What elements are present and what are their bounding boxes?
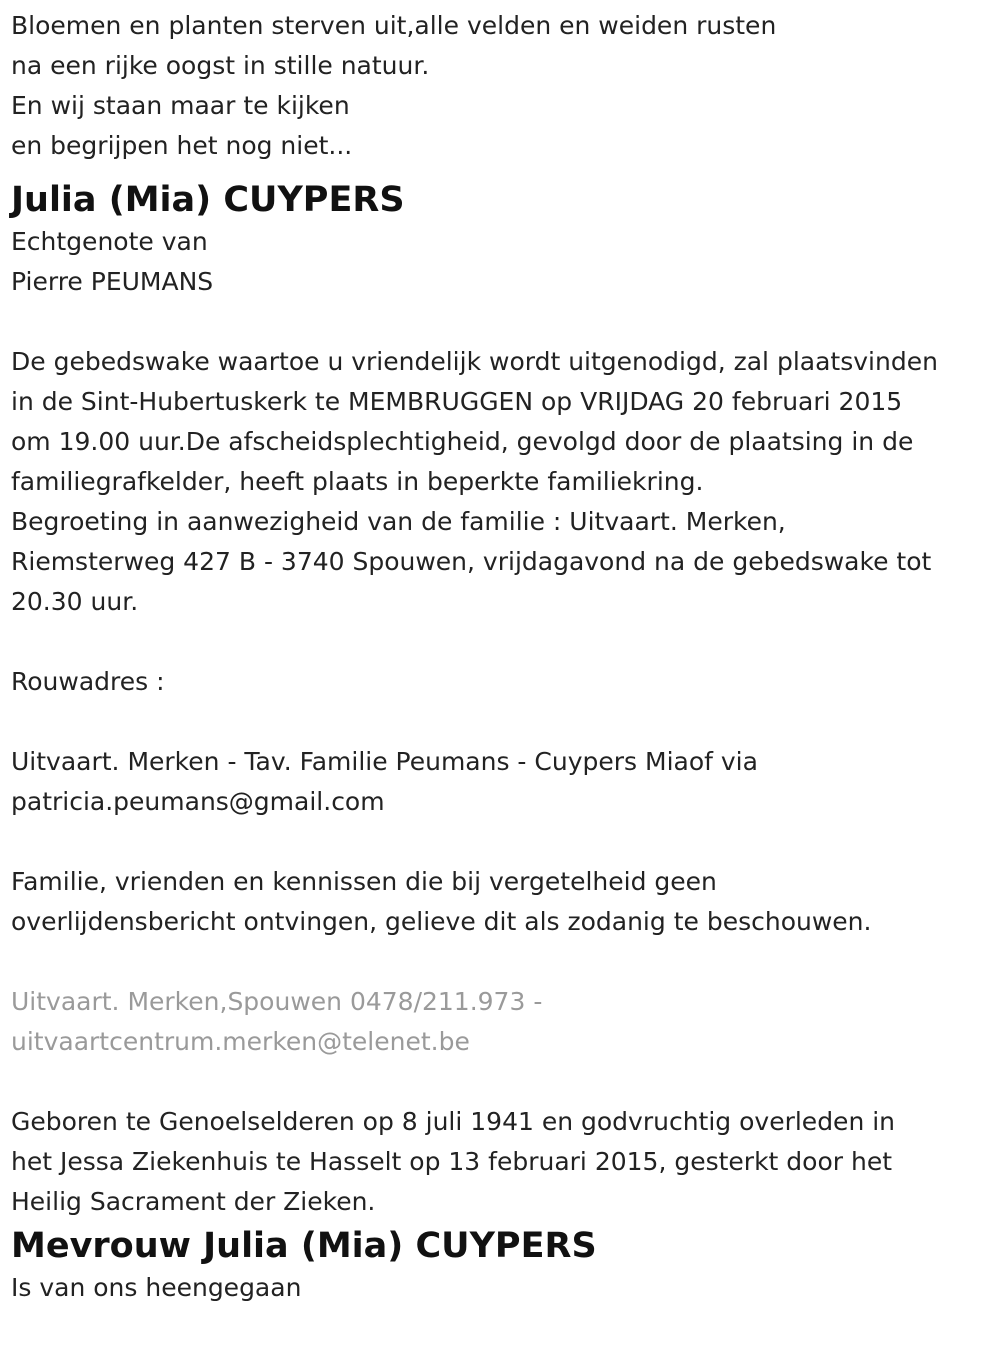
poem-line: en begrijpen het nog niet... (11, 131, 353, 160)
ceremony-line: Begroeting in aanwezigheid van de familie : Uitvaart. Merken, (11, 507, 786, 536)
ceremony-line: om 19.00 uur.De afscheidsplechtigheid, gevolgd door de plaatsing in de (11, 427, 914, 456)
poem-block (11, 6, 990, 166)
ceremony-line: in de Sint-Hubertuskerk te MEMBRUGGEN op VRIJDAG 20 februari 2015 (11, 387, 903, 416)
funeral-home-email: uitvaartcentrum.merken@telenet.be (11, 1027, 470, 1056)
spacer (11, 302, 990, 342)
ceremony-line: familiegrafkelder, heeft plaats in beperkte familiekring. (11, 467, 704, 496)
closing-line: Is van ons heengegaan (11, 1273, 302, 1302)
funeral-home-block (11, 982, 990, 1062)
poem-line: Bloemen en planten sterven uit,alle velden en weiden rusten (11, 11, 777, 40)
spouse-line: Echtgenote van (11, 227, 208, 256)
spacer (11, 822, 990, 862)
spouse-line: Pierre PEUMANS (11, 267, 214, 296)
spacer (11, 1062, 990, 1102)
notice-line: Familie, vrienden en kennissen die bij vergetelheid geen (11, 867, 717, 896)
ceremony-block (11, 342, 990, 622)
formal-name-heading: Mevrouw Julia (Mia) CUYPERS (11, 1226, 597, 1266)
spacer (11, 942, 990, 982)
biography-line: Geboren te Genoelselderen op 8 juli 1941 en godvruchtig overleden in (11, 1107, 896, 1136)
notice-block (11, 862, 990, 942)
mourning-address-email: patricia.peumans@gmail.com (11, 787, 385, 816)
notice-line: overlijdensbericht ontvingen, gelieve dit als zodanig te beschouwen. (11, 907, 872, 936)
mourning-address-label: Rouwadres : (11, 667, 165, 696)
biography-line: het Jessa Ziekenhuis te Hasselt op 13 februari 2015, gesterkt door het (11, 1147, 893, 1176)
spouse-block (11, 222, 990, 302)
poem-line: na een rijke oogst in stille natuur. (11, 51, 430, 80)
spacer (11, 702, 990, 742)
poem-line: En wij staan maar te kijken (11, 91, 350, 120)
deceased-name-heading: Julia (Mia) CUYPERS (11, 180, 405, 220)
biography-block (11, 1102, 990, 1222)
mourning-address-line: Uitvaart. Merken - Tav. Familie Peumans - Cuypers Miaof via (11, 747, 758, 776)
funeral-home-line: Uitvaart. Merken,Spouwen 0478/211.973 - (11, 987, 543, 1016)
ceremony-line: De gebedswake waartoe u vriendelijk wordt uitgenodigd, zal plaatsvinden (11, 347, 938, 376)
biography-line: Heilig Sacrament der Zieken. (11, 1187, 376, 1216)
ceremony-line: 20.30 uur. (11, 587, 139, 616)
mourning-address-block (11, 742, 990, 822)
spacer (11, 622, 990, 662)
ceremony-line: Riemsterweg 427 B - 3740 Spouwen, vrijdagavond na de gebedswake tot (11, 547, 932, 576)
